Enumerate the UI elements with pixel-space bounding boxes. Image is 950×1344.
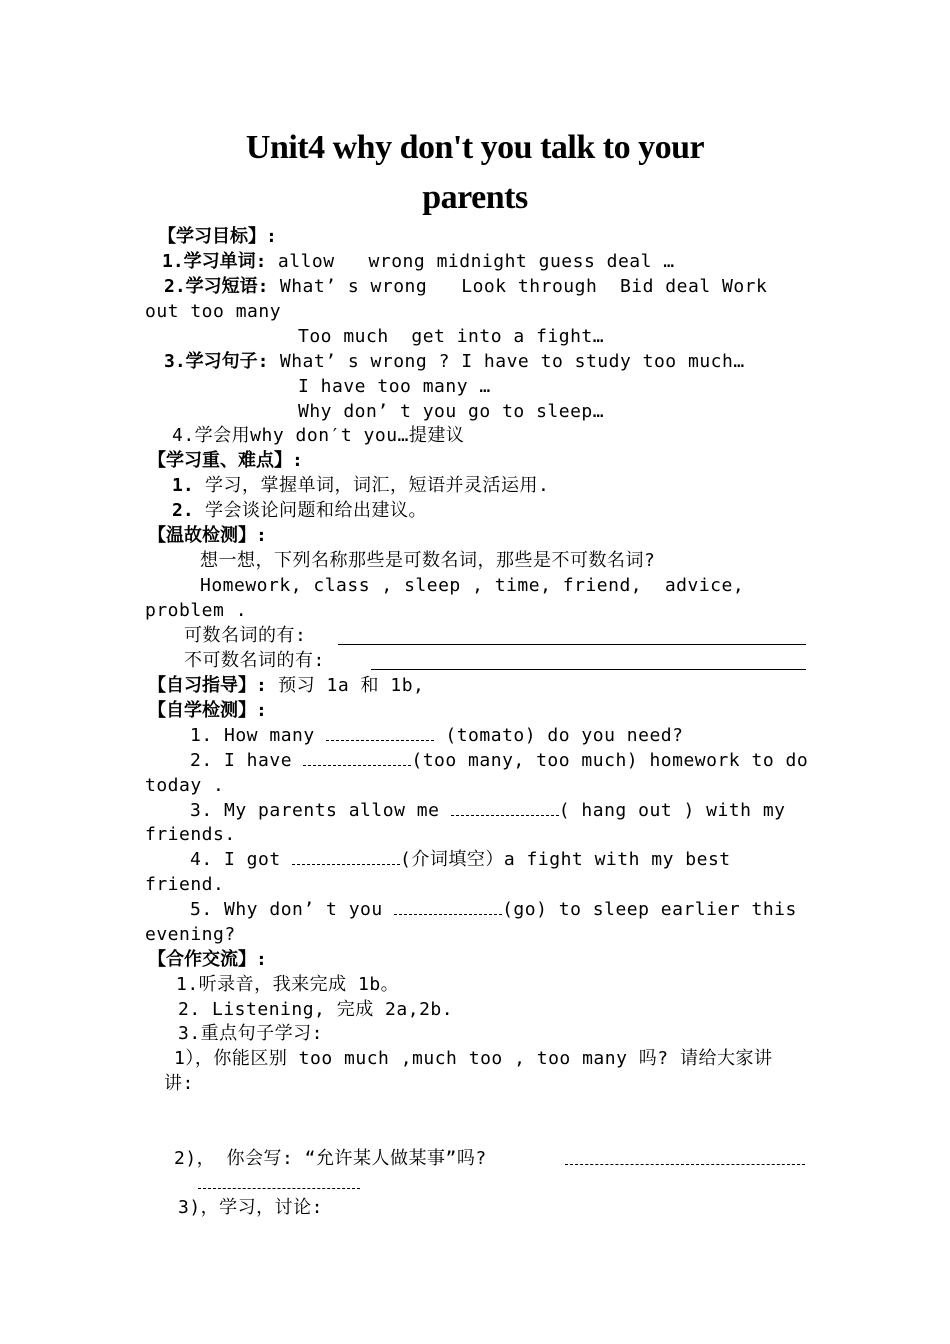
question-2-start: 2. I have [190,750,304,771]
words-text: allow wrong midnight guess deal … [266,251,675,272]
review-prompt: 想一想，下列名称那些是可数名词，那些是不可数名词? [200,550,656,571]
sub-question-3: 3)，学习，讨论: [178,1197,324,1218]
key-points-num-1: 1. [172,475,194,496]
phrases-label: 2.学习短语: [164,276,269,297]
page-title-line-1: Unit4 why don't you talk to your [245,129,705,166]
question-2-end: (too many, too much) homework to do [411,750,809,771]
question-4 [190,848,731,872]
key-points-item-1 [172,474,549,498]
sub-question-2-blank-continued[interactable] [198,1174,360,1189]
question-5-wrap: evening? [145,924,236,945]
self-check-heading: 【自学检测】: [148,700,267,721]
question-4-end: (介词填空）a fight with my best [400,849,731,870]
question-4-wrap: friend. [145,874,225,895]
question-1-blank[interactable] [326,726,434,741]
question-4-start: 4. I got [190,849,293,870]
question-5-end: (go) to sleep earlier this [502,899,797,920]
question-1-end: (tomato) do you need? [434,725,684,746]
sub-question-1: 1），你能区别 too much ,much too , too many 吗? 请给大家讲 [174,1048,773,1069]
phrases-text-3: Too much get into a fight… [298,326,605,347]
cooperation-item-1: 1.听录音，我来完成 1b。 [176,974,400,995]
question-3-end: ( hang out ) with my [558,800,786,821]
sentences-text-3: Why don’ t you go to sleep… [298,401,605,422]
countable-answer-line[interactable] [338,644,806,645]
review-heading: 【温故检测】: [148,525,267,546]
self-guide [148,674,424,698]
question-3-start: 3. My parents allow me [190,800,451,821]
uncountable-label: 不可数名词的有: [184,650,325,671]
sub-question-2 [174,1147,487,1171]
key-points-item-2 [172,499,427,523]
question-1 [190,724,683,748]
sub-question-1-wrap: 讲: [164,1073,194,1094]
question-2-wrap: today . [145,775,225,796]
cooperation-heading: 【合作交流】: [148,949,267,970]
objectives-sentences [164,350,745,374]
sub-question-2-blank[interactable] [565,1150,805,1165]
self-guide-text: 预习 1a 和 1b, [266,675,425,696]
phrases-text-2: out too many [145,301,282,322]
key-points-text-1: 学习，掌握单词，词汇，短语并灵活运用. [193,475,550,496]
cooperation-item-3: 3.重点句子学习: [178,1023,324,1044]
sentences-text-2: I have too many … [298,376,491,397]
review-words-1: Homework, class , sleep , time, friend, advice, [200,575,745,596]
question-5 [190,898,797,922]
key-points-heading: 【学习重、难点】: [148,450,303,471]
question-4-blank[interactable] [292,850,400,865]
question-2-blank[interactable] [303,751,411,766]
sub-question-2-text: 2)， 你会写: “允许某人做某事”吗? [174,1148,487,1169]
sentences-text-1: What’ s wrong ? I have to study too much… [268,351,745,372]
review-words-2: problem . [145,600,248,621]
objectives-phrases [164,275,767,299]
countable-label: 可数名词的有: [184,625,307,646]
key-points-text-2: 学会谈论问题和给出建议。 [193,500,428,521]
question-3 [190,799,786,823]
phrases-text-1: What’ s wrong Look through Bid deal Work [268,276,768,297]
objectives-heading: 【学习目标】: [158,226,277,247]
sentences-label: 3.学习句子: [164,351,269,372]
words-label: 1.学习单词: [162,251,267,272]
page-title-line-2: parents [422,179,528,216]
cooperation-item-2: 2. Listening, 完成 2a,2b. [178,999,454,1020]
objectives-words [162,250,675,274]
question-5-start: 5. Why don’ t you [190,899,395,920]
question-3-blank[interactable] [451,801,559,816]
question-3-wrap: friends. [145,824,236,845]
uncountable-answer-line[interactable] [371,669,806,670]
self-guide-heading: 【自习指导】: [148,675,267,696]
objectives-item-4: 4.学会用why don′t you…提建议 [172,425,465,446]
question-5-blank[interactable] [394,900,502,915]
question-2 [190,749,808,773]
key-points-num-2: 2. [172,500,194,521]
question-1-start: 1. How many [190,725,327,746]
